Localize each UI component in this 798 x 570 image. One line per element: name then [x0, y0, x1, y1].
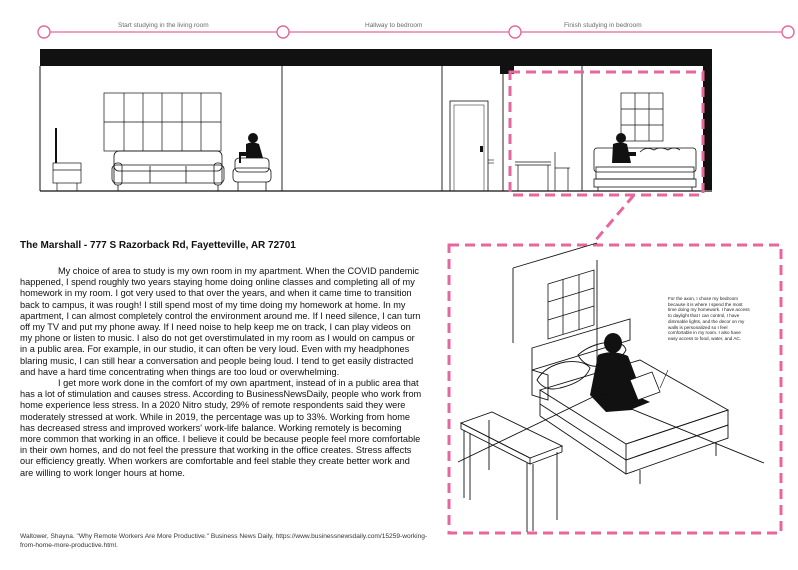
timeline-node-hallway-end[interactable]	[509, 26, 521, 38]
bedroom-highlight-frame[interactable]	[510, 72, 703, 195]
axon-window	[548, 270, 594, 339]
axon-desk	[461, 412, 562, 532]
living-room-window	[104, 93, 221, 151]
sofa	[112, 151, 224, 191]
axon-person-silhouette	[590, 333, 650, 412]
essay-body	[20, 266, 422, 479]
timeline-label-start: Start studying in the living room	[118, 22, 209, 29]
tv-stand	[53, 128, 81, 191]
timeline-node-living-room-end[interactable]	[277, 26, 289, 38]
timeline-node-start[interactable]	[38, 26, 50, 38]
ceiling-slab-right	[512, 49, 712, 66]
timeline-label-finish: Finish studying in bedroom	[564, 22, 642, 29]
callout-leader	[594, 195, 634, 242]
timeline-label-hallway: Hallway to bedroom	[365, 22, 423, 29]
ceiling-slab-left	[40, 49, 512, 66]
essay-paragraph-1: My choice of area to study is my own room in my apartment. When the COVID pandemic happened, I spend roughly two years staying home doing online classes and completing all of my homework in my room. I got very used to that over the years, and when it came time to transition back to campus, it was rough! I still spend most of my time doing my homework at home. In my apartment, I can almost completely control the environment around me. If I need silence, I can turn off my TV and put my phone away. If I need noise to help keep me on track, I can play videos on my phone or listen to music. I also do not get overstimulated in my room as I would on campus or in a public area. For example, in our studio, it can often be very loud. Even with my headphones blaring music, I can still hear a conversation and people being loud. I tend to get easily distracted and have a hard time concentrating when things are too loud or overwhelming.	[20, 266, 421, 377]
essay-paragraph-2: I get more work done in the comfort of my own apartment, instead of in a public area that has a lot of stimulation and causes stress. According to BusinessNewsDaily, people who work from home experience less stress. In a 2020 Nitro study, 29% of remote respondents said they were moderately stressed at work. While in 2019, the percentage was up to 33%. Working from home has decreased stress and improved workers' work-life balance. Working remotely is becoming more common that working in an office. I believe it could be because people feel more comfortable in their own homes, and do not feel the pressure that working in the office creates. Stress affects our efficiency greatly. When workers are comfortable and feel stable they create better work and are willing to work longer hours at home.	[20, 378, 422, 478]
citation: Waltower, Shayna. "Why Remote Workers Are More Productive." Business News Daily, https://www.businessnewsdaily.com/15259-working-from-home-more-productive.html.	[20, 533, 428, 549]
bedroom-window	[621, 93, 663, 141]
axon-annotation: For the axon, I chose my bedroom because it is where I spend the most time doing my homework. I have access to daylight that I can control, I have dimmable lights, and the decor on my walls is personalized so I feel comfortable in my room. I also have easy access to food, water, and AC.	[668, 296, 750, 341]
floor-section	[40, 49, 712, 191]
hallway-door	[450, 101, 494, 191]
armchair	[233, 158, 271, 191]
bedroom-axon	[458, 243, 764, 532]
address-heading: The Marshall - 777 S Razorback Rd, Fayetteville, AR 72701	[20, 240, 296, 251]
bed	[594, 148, 696, 191]
desk	[515, 152, 570, 191]
timeline-node-finish[interactable]	[782, 26, 794, 38]
person-living-room-silhouette	[239, 133, 263, 163]
